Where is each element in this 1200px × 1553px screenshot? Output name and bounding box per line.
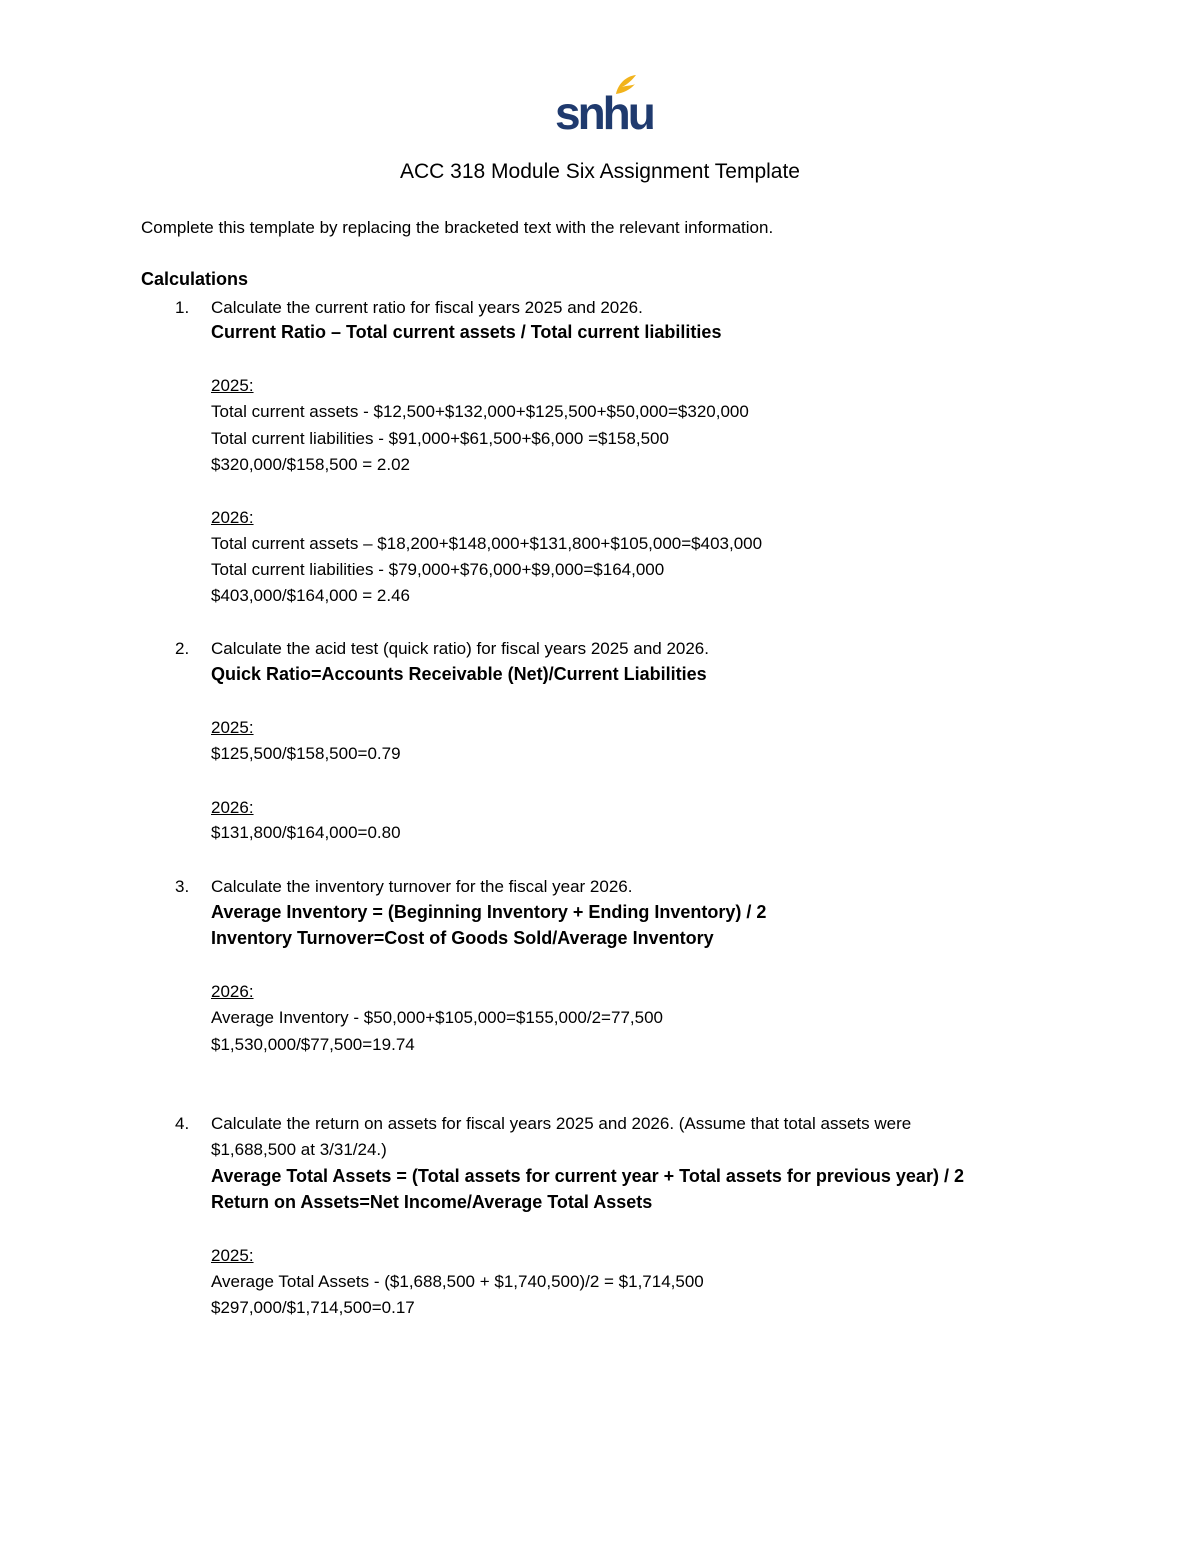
- question-number: 1.: [175, 298, 190, 317]
- calculation-line: Total current liabilities - $91,000+$61,500+$6,000 =$158,500: [211, 429, 669, 448]
- year-label: 2026:: [211, 508, 254, 527]
- question-prompt: Calculate the acid test (quick ratio) for fiscal years 2025 and 2026.: [211, 639, 709, 658]
- calculation-line: Total current assets – $18,200+$148,000+$131,800+$105,000=$403,000: [211, 534, 763, 553]
- year-label: 2025:: [211, 718, 254, 737]
- calculation-line: Total current liabilities - $79,000+$76,000+$9,000=$164,000: [211, 560, 665, 579]
- calculation-line: $125,500/$158,500=0.79: [211, 744, 401, 763]
- calculation-line: Average Total Assets - ($1,688,500 + $1,740,500)/2 = $1,714,500: [211, 1272, 704, 1291]
- question-number: 4.: [175, 1114, 190, 1133]
- calculation-line: $1,530,000/$77,500=19.74: [211, 1035, 415, 1054]
- formula: Quick Ratio=Accounts Receivable (Net)/Current Liabilities: [211, 664, 707, 684]
- calculation-line: $131,800/$164,000=0.80: [211, 823, 401, 842]
- formula: Average Inventory = (Beginning Inventory + Ending Inventory) / 2: [211, 902, 767, 922]
- calculation-line: Total current assets - $12,500+$132,000+$125,500+$50,000=$320,000: [211, 402, 749, 421]
- svg-text:snhu: snhu: [555, 87, 653, 139]
- question-prompt: Calculate the current ratio for fiscal years 2025 and 2026.: [211, 298, 643, 317]
- question-prompt: Calculate the inventory turnover for the fiscal year 2026.: [211, 877, 633, 896]
- formula: Current Ratio – Total current assets / Total current liabilities: [211, 322, 722, 342]
- calculation-line: $297,000/$1,714,500=0.17: [211, 1298, 415, 1317]
- question-number: 2.: [175, 639, 190, 658]
- year-label: 2026:: [211, 982, 254, 1001]
- instructions-text: Complete this template by replacing the bracketed text with the relevant information.: [141, 218, 774, 237]
- formula: Return on Assets=Net Income/Average Total Assets: [211, 1192, 653, 1212]
- document-title: ACC 318 Module Six Assignment Template: [400, 160, 800, 183]
- calculation-line: $320,000/$158,500 = 2.02: [211, 455, 410, 474]
- calculations-heading: Calculations: [141, 269, 249, 289]
- formula: Inventory Turnover=Cost of Goods Sold/Average Inventory: [211, 928, 714, 948]
- year-label: 2025:: [211, 1246, 254, 1265]
- question-prompt-continued: $1,688,500 at 3/31/24.): [211, 1140, 387, 1159]
- question-number: 3.: [175, 877, 190, 896]
- question-prompt: Calculate the return on assets for fiscal years 2025 and 2026. (Assume that total assets were: [211, 1114, 912, 1133]
- year-label: 2025:: [211, 376, 254, 395]
- snhu-logo-graphic: [552, 72, 653, 139]
- formula: Average Total Assets = (Total assets for current year + Total assets for previous year) / 2: [211, 1166, 964, 1186]
- snhu-logo: [552, 72, 653, 139]
- calculation-line: Average Inventory - $50,000+$105,000=$155,000/2=77,500: [211, 1008, 663, 1027]
- year-label: 2026:: [211, 798, 254, 817]
- calculation-line: $403,000/$164,000 = 2.46: [211, 586, 410, 605]
